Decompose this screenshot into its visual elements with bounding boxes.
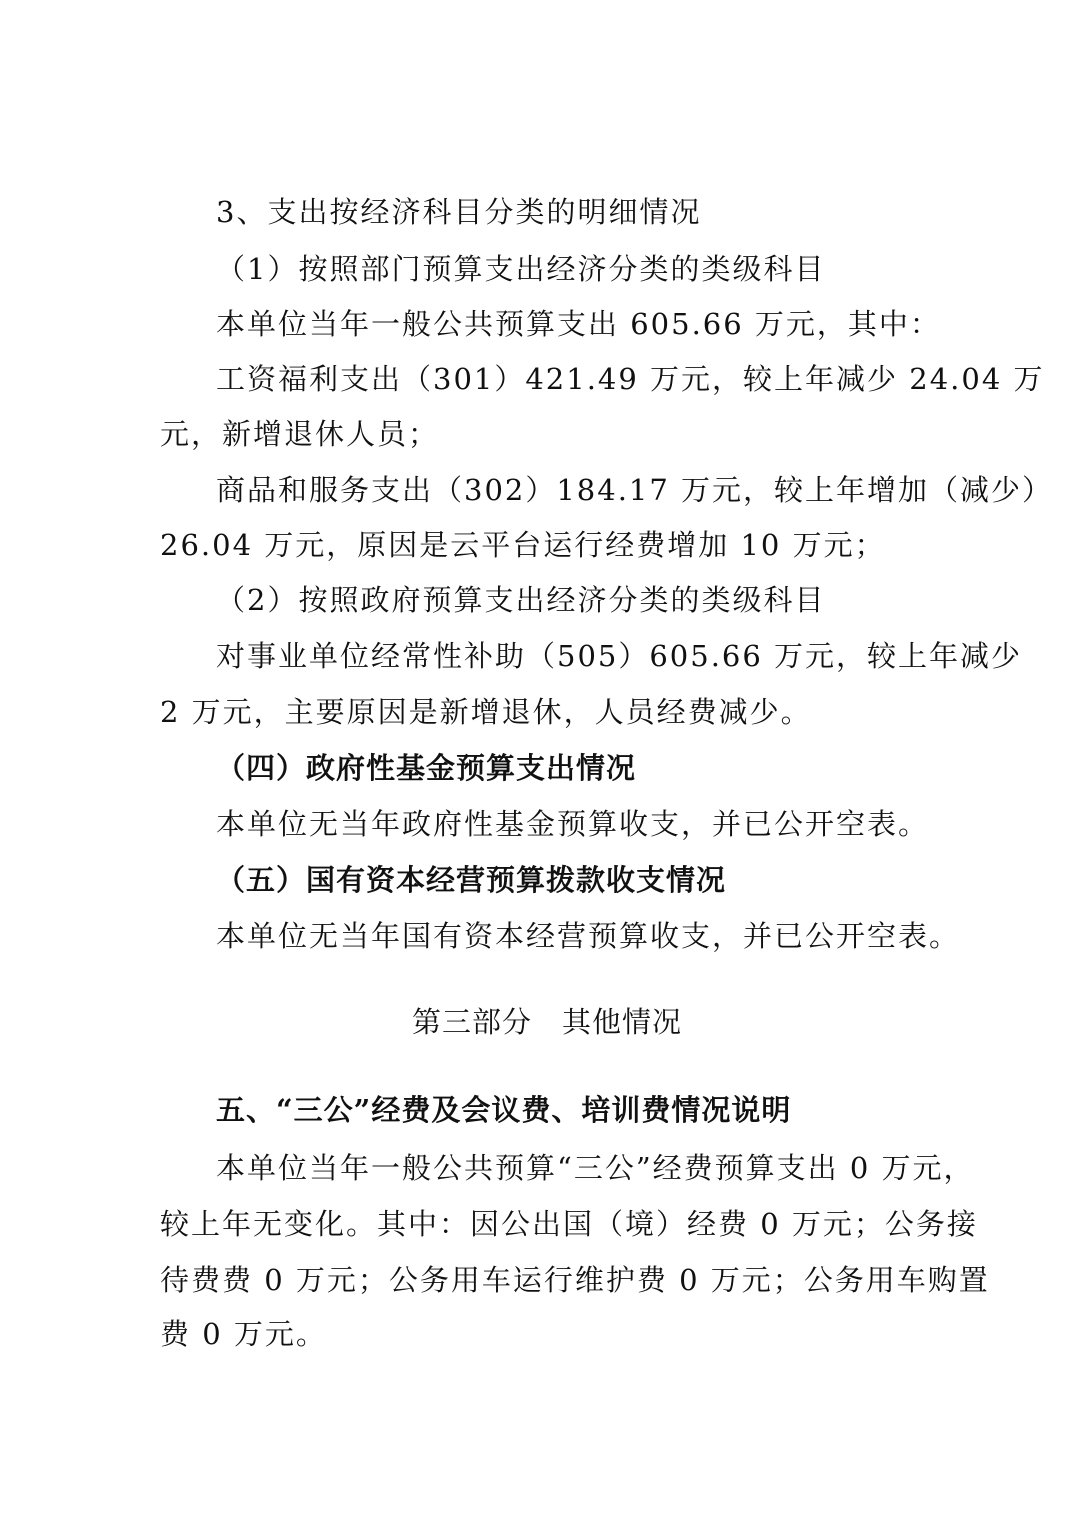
item-heading-2: （2）按照政府预算支出经济分类的类级科目 xyxy=(216,583,826,617)
item-heading-1: （1）按照部门预算支出经济分类的类级科目 xyxy=(216,252,826,286)
part-title: 第三部分 其他情况 xyxy=(412,1005,683,1039)
paragraph-line: 本单位当年一般公共预算“三公”经费预算支出 0 万元， xyxy=(216,1151,975,1185)
paragraph-line: 商品和服务支出（302）184.17 万元，较上年增加（减少） xyxy=(216,473,1054,507)
paragraph-line: 费 0 万元。 xyxy=(160,1317,327,1351)
paragraph-line: 较上年无变化。其中：因公出国（境）经费 0 万元；公务接 xyxy=(160,1207,978,1241)
paragraph-line: 本单位当年一般公共预算支出 605.66 万元，其中： xyxy=(216,307,941,341)
section-heading-4: （四）政府性基金预算支出情况 xyxy=(216,751,637,785)
paragraph-line: 工资福利支出（301）421.49 万元，较上年减少 24.04 万 xyxy=(216,362,1045,396)
paragraph-line: 2 万元，主要原因是新增退休，人员经费减少。 xyxy=(160,695,812,729)
paragraph-line: 对事业单位经常性补助（505）605.66 万元，较上年减少 xyxy=(216,639,1023,673)
section-heading-five: 五、“三公”经费及会议费、培训费情况说明 xyxy=(216,1093,792,1127)
paragraph-line: 待费费 0 万元；公务用车运行维护费 0 万元；公务用车购置 xyxy=(160,1263,990,1297)
paragraph-line: 26.04 万元，原因是云平台运行经费增加 10 万元； xyxy=(160,528,886,562)
paragraph-line: 元，新增退休人员； xyxy=(160,417,440,451)
paragraph-line: 本单位无当年政府性基金预算收支，并已公开空表。 xyxy=(216,807,930,841)
subsection-heading-3: 3、支出按经济科目分类的明细情况 xyxy=(216,195,702,229)
section-heading-5: （五）国有资本经营预算拨款收支情况 xyxy=(216,863,727,897)
paragraph-line: 本单位无当年国有资本经营预算收支，并已公开空表。 xyxy=(216,919,961,953)
